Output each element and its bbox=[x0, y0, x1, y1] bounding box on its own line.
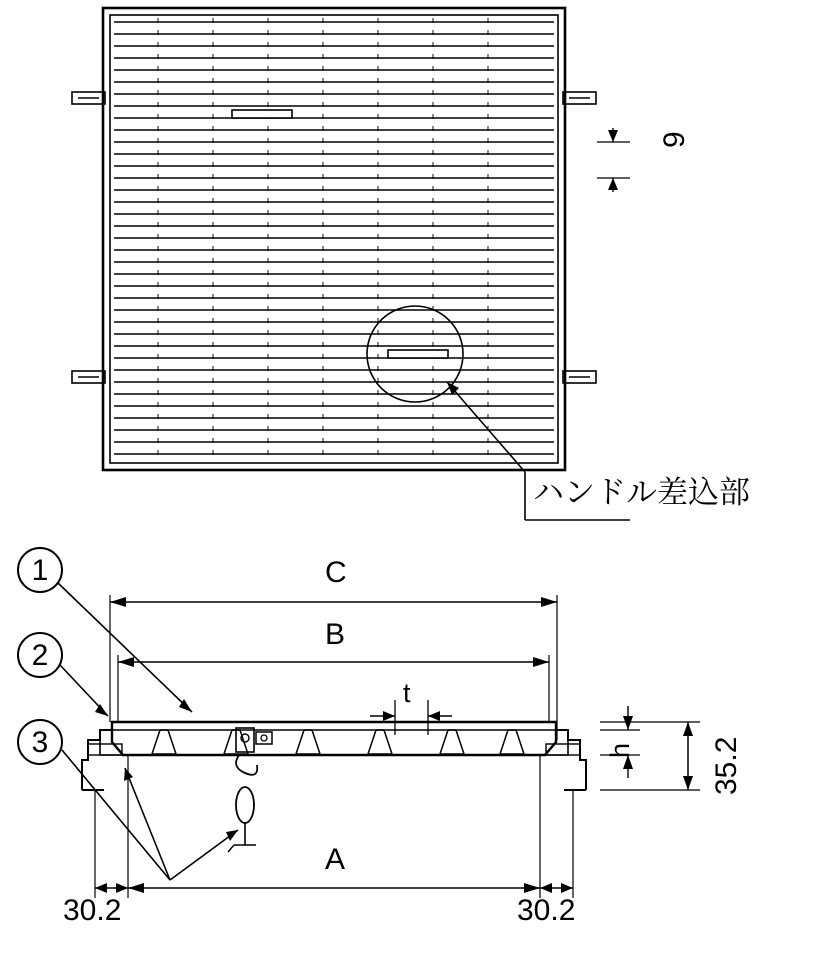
label-dim-h: h bbox=[605, 742, 635, 758]
label-handle-slot: ハンドル差込部 bbox=[533, 475, 750, 511]
label-dim-c: C bbox=[325, 556, 347, 589]
dimension-c bbox=[110, 595, 557, 740]
dimension-a bbox=[128, 755, 540, 898]
label-dim-total-height: 35.2 bbox=[710, 736, 743, 795]
anchor-tab-top-right bbox=[563, 92, 596, 104]
frame-bracket-right bbox=[545, 730, 586, 790]
cover-section-body bbox=[112, 722, 556, 755]
label-dim-right-edge: 30.2 bbox=[517, 894, 576, 927]
label-dim-b: B bbox=[325, 618, 346, 651]
label-dim-a: A bbox=[325, 843, 346, 876]
label-callout-2: 2 bbox=[31, 639, 49, 672]
plan-view-grating bbox=[72, 8, 630, 520]
callout-leader-3 bbox=[62, 750, 238, 880]
label-dim-t: t bbox=[403, 678, 411, 708]
dimension-right-edge bbox=[540, 790, 573, 898]
handle-slot-upper bbox=[232, 110, 292, 118]
dimension-gap-9 bbox=[597, 128, 630, 192]
anchor-tab-bottom-right bbox=[563, 371, 596, 383]
label-dim-left-edge: 30.2 bbox=[63, 894, 122, 927]
label-callout-1: 1 bbox=[31, 554, 49, 587]
anchor-tab-bottom-left bbox=[72, 371, 105, 383]
label-callout-3: 3 bbox=[31, 726, 49, 759]
anchor-tab-top-left bbox=[72, 92, 105, 104]
handle-slot-lower bbox=[388, 350, 448, 358]
callout-leader-2 bbox=[60, 665, 108, 716]
label-gap-9: 9 bbox=[658, 131, 691, 148]
sectional-view bbox=[18, 548, 700, 898]
dimension-b bbox=[118, 655, 549, 722]
dimension-left-edge bbox=[95, 790, 128, 898]
